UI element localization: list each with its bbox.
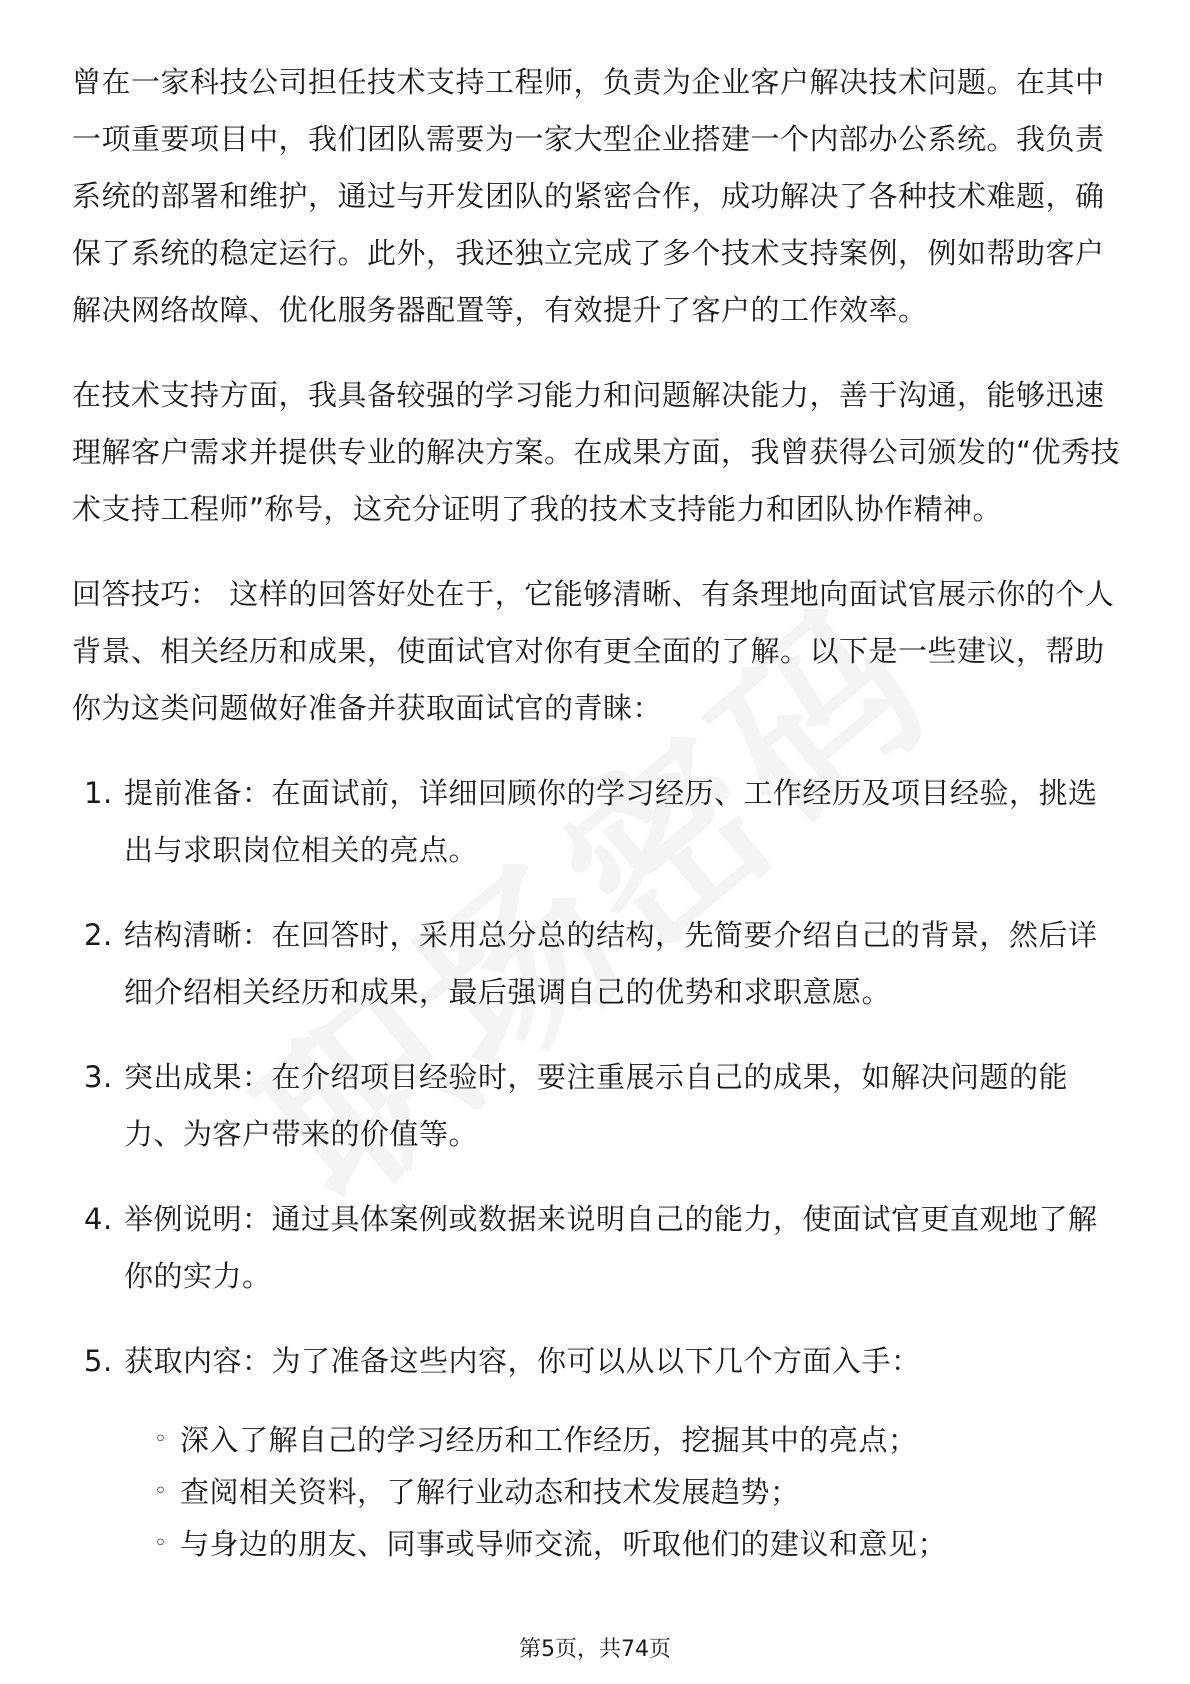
bullet-icon: ◦ <box>154 1531 168 1556</box>
document-body <box>72 54 1122 1570</box>
list-item <box>72 907 1122 1021</box>
page-footer: 第5页，共74页 <box>519 1637 671 1662</box>
bullet-icon: ◦ <box>154 1427 168 1452</box>
list-item <box>72 1191 1122 1305</box>
paragraph-experience: 曾在一家科技公司担任技术支持工程师，负责为企业客户解决技术问题。在其中一项重要项目中，我们团队需要为一家大型企业搭建一个内部办公系统。我负责系统的部署和维护，通过与开发团队的紧密合作，成功解决了各种技术难题，确保了系统的稳定运行。此外，我还独立完成了多个技术支持案例，例如帮助客户解决网络故障、优化服务器配置等，有效提升了客户的工作效率。 <box>72 65 1105 327</box>
list-item-text: 举例说明：通过具体案例或数据来说明自己的能力，使面试官更直观地了解你的实力。 <box>124 1202 1098 1293</box>
bullet-item-text: 深入了解自己的学习经历和工作经历，挖掘其中的亮点； <box>180 1423 918 1457</box>
bullet-icon: ◦ <box>154 1479 168 1504</box>
list-item-number: 5. <box>84 1344 113 1378</box>
list-item-number: 3. <box>84 1060 113 1094</box>
list-item-number: 4. <box>84 1202 113 1236</box>
list-item-text: 突出成果：在介绍项目经验时，要注重展示自己的成果，如解决问题的能力、为客户带来的价值等。 <box>124 1060 1069 1151</box>
bullet-item <box>154 1414 1122 1466</box>
bullet-item <box>154 1518 1122 1570</box>
bullet-item-text: 查阅相关资料，了解行业动态和技术发展趋势； <box>180 1475 800 1509</box>
list-item-number: 1. <box>84 776 113 810</box>
numbered-list <box>72 765 1122 1390</box>
bullet-item-text: 与身边的朋友、同事或导师交流，听取他们的建议和意见； <box>180 1527 948 1561</box>
paragraph-abilities: 在技术支持方面，我具备较强的学习能力和问题解决能力，善于沟通，能够迅速理解客户需求并提供专业的解决方案。在成果方面，我曾获得公司颁发的“优秀技术支持工程师”称号，这充分证明了我的技术支持能力和团队协作精神。 <box>72 378 1121 526</box>
bullet-list <box>72 1414 1122 1570</box>
list-item-text: 获取内容：为了准备这些内容，你可以从以下几个方面入手： <box>124 1344 921 1378</box>
list-item-text: 提前准备：在面试前，详细回顾你的学习经历、工作经历及项目经验，挑选出与求职岗位相关的亮点。 <box>124 776 1098 867</box>
list-item <box>72 1049 1122 1163</box>
list-item <box>72 1333 1122 1390</box>
paragraph-answer-tips: 回答技巧： 这样的回答好处在于，它能够清晰、有条理地向面试官展示你的个人背景、相关经历和成果，使面试官对你有更全面的了解。以下是一些建议，帮助你为这类问题做好准备并获取面试官的青睐： <box>72 577 1115 725</box>
list-item-text: 结构清晰：在回答时，采用总分总的结构，先简要介绍自己的背景，然后详细介绍相关经历和成果，最后强调自己的优势和求职意愿。 <box>124 918 1098 1009</box>
list-item-number: 2. <box>84 918 113 952</box>
bullet-item <box>154 1466 1122 1518</box>
list-item <box>72 765 1122 879</box>
